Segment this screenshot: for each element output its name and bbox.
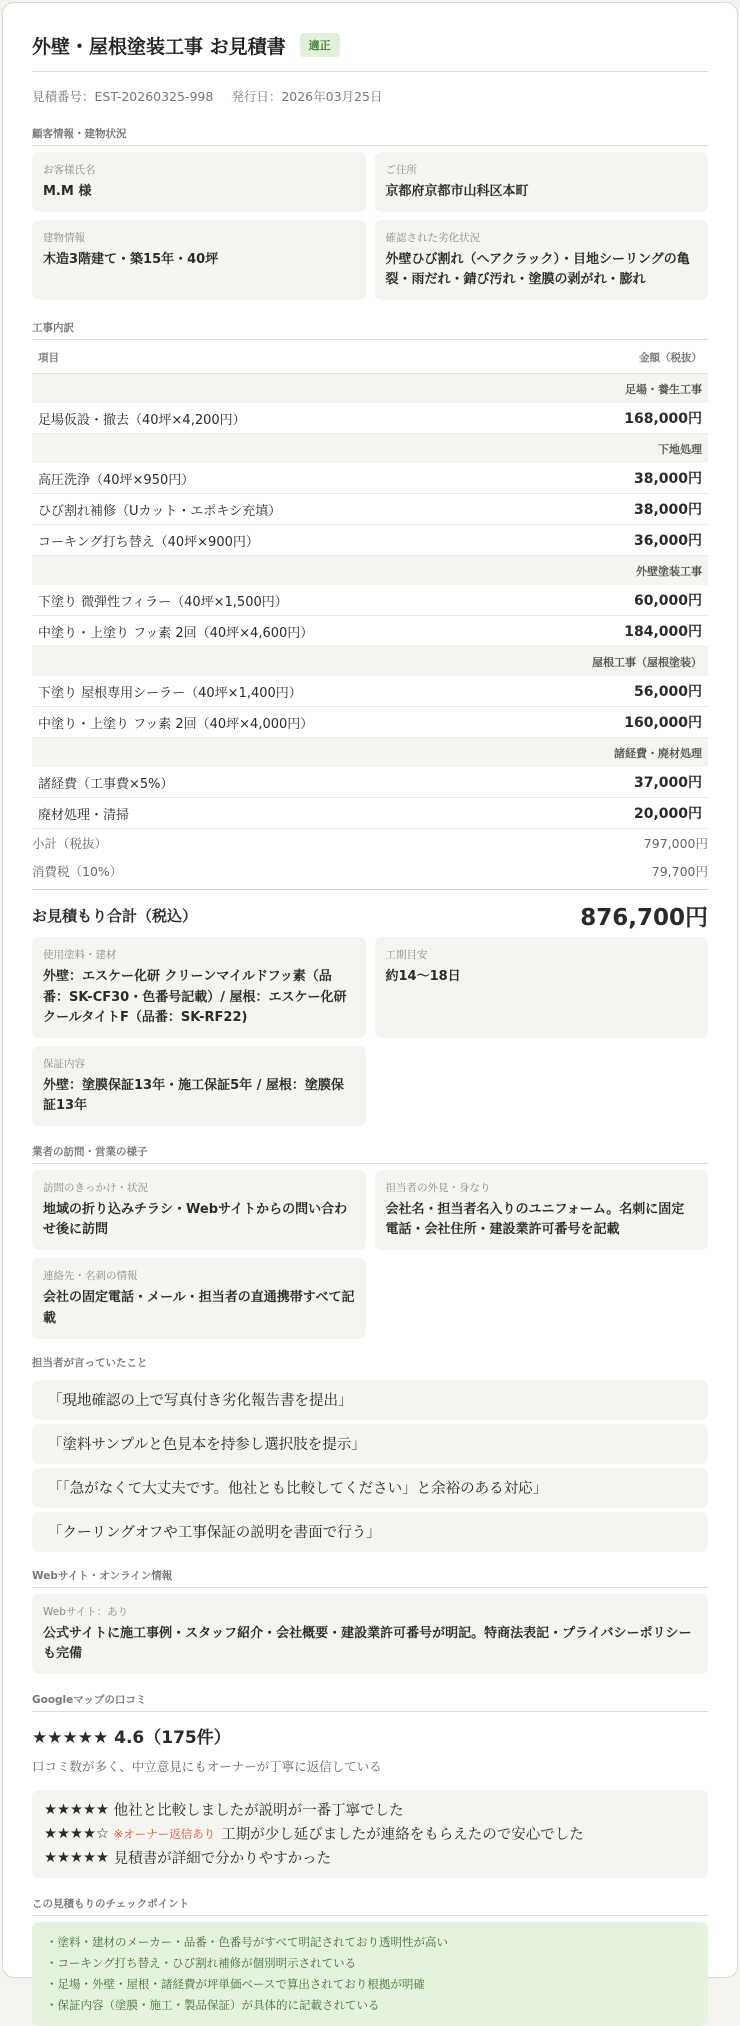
item-amount: 38,000円 xyxy=(547,463,708,494)
address-label: ご住所 xyxy=(385,164,417,176)
damage-box xyxy=(375,220,709,300)
review-text: 他社と比較しましたが説明が一番丁寧でした xyxy=(113,1803,404,1820)
contact-label: 連絡先・名刺の情報 xyxy=(43,1270,138,1283)
building-label: 建物情報 xyxy=(43,232,85,245)
table-row xyxy=(32,463,708,494)
website-box xyxy=(32,1594,708,1674)
review-item xyxy=(44,1846,696,1870)
customer-name-box xyxy=(32,152,366,212)
col-item: 項目 xyxy=(32,340,547,374)
review-stars: ★★★★★ xyxy=(44,1849,109,1866)
item-name: 下塗り 屋根専用シーラー（40坪×1,400円） xyxy=(32,676,547,707)
website-label: Webサイト：あり xyxy=(43,1605,129,1618)
review-list xyxy=(32,1790,708,1878)
estimate-card xyxy=(2,2,738,2013)
address-box xyxy=(375,152,709,212)
address: 京都府京都市山科区本町 xyxy=(385,184,529,199)
building-box xyxy=(32,220,366,300)
table-row xyxy=(32,676,708,707)
section-website: Webサイト・オンライン情報 xyxy=(32,1562,708,1588)
customer-grid xyxy=(32,152,708,300)
item-name: 中塗り・上塗り フッ素 2回（40坪×4,600円） xyxy=(32,616,547,647)
section-google: Googleマップの口コミ xyxy=(32,1686,708,1712)
table-row xyxy=(32,403,708,434)
category-row: 諸経費・廃材処理 xyxy=(32,738,708,767)
item-name: 下塗り 微弾性フィラー（40坪×1,500円） xyxy=(32,585,547,616)
paint-label: 使用塗料・建材 xyxy=(43,949,117,962)
website-info: 公式サイトに施工事例・スタッフ紹介・会社概要・建設業許可番号が明記。特商法表記・プライバシーポリシーも完備 xyxy=(43,1625,692,1661)
review-text: 工期が少し延びましたが連絡をもらえたので安心でした xyxy=(221,1827,584,1844)
trigger-box xyxy=(32,1170,366,1250)
warranty-info: 外壁：塗膜保証13年・施工保証5年 / 屋根：塗膜保証13年 xyxy=(43,1077,344,1113)
checkpoint-list xyxy=(32,1922,708,2026)
page-title: 外壁・屋根塗装工事 お見積書 xyxy=(32,35,286,58)
item-name: 諸経費（工事費×5%） xyxy=(32,767,547,798)
staff-info: 会社名・担当者名入りのユニフォーム。名刺に固定電話・会社住所・建設業許可番号を記載 xyxy=(385,1202,685,1238)
table-row xyxy=(32,525,708,556)
rating-note: 口コミ数が多く、中立意見にもオーナーが丁寧に返信している xyxy=(32,1758,382,1774)
review-stars: ★★★★★ xyxy=(44,1801,109,1818)
item-name: コーキング打ち替え（40坪×900円） xyxy=(32,525,547,556)
table-row xyxy=(32,494,708,525)
checkpoint-item: ・コーキング打ち替え・ひび割れ補修が個別明示されている xyxy=(46,1956,357,1971)
item-amount: 20,000円 xyxy=(547,798,708,829)
checkpoint-item: ・足場・外壁・屋根・諸経費が坪単価ベースで算出されており根拠が明確 xyxy=(46,1977,425,1992)
total-value: 876,700円 xyxy=(580,905,708,932)
trigger-label: 訪問のきっかけ・状況 xyxy=(43,1182,148,1195)
customer-name-label: お客様氏名 xyxy=(43,164,96,176)
checkpoint-item: ・保証内容（塗膜・施工・製品保証）が具体的に記載されている xyxy=(46,1998,380,2013)
period-info: 約14〜18日 xyxy=(385,969,461,985)
category-row: 下地処理 xyxy=(32,434,708,463)
item-amount: 36,000円 xyxy=(547,525,708,556)
staff-box xyxy=(375,1170,709,1250)
paint-info: 外壁：エスケー化研 クリーンマイルドフッ素（品番：SK-CF30・色番号記載）/ 屋根：エスケー化研 クールタイトF（品番：SK-RF22) xyxy=(43,969,347,1025)
section-quotes: 担当者が言っていたこと xyxy=(32,1356,148,1369)
list-item: 「現地確認の上で写真付き劣化報告書を提出」 xyxy=(32,1380,708,1420)
item-name: 足場仮設・撤去（40坪×4,200円） xyxy=(32,403,547,434)
trigger-info: 地域の折り込みチラシ・Webサイトからの問い合わせ後に訪問 xyxy=(43,1202,348,1238)
rating-summary: ★★★★★ 4.6（175件） xyxy=(32,1728,231,1749)
item-name: 中塗り・上塗り フッ素 2回（40坪×4,000円） xyxy=(32,707,547,738)
tax-row xyxy=(32,857,708,885)
item-name: ひび割れ補修（Uカット・エポキシ充填） xyxy=(32,494,547,525)
period-box xyxy=(375,937,709,1037)
item-amount: 184,000円 xyxy=(547,616,708,647)
period-label: 工期目安 xyxy=(385,949,428,962)
list-item: 「塗料サンプルと色見本を持参し選択肢を提示」 xyxy=(32,1424,708,1464)
item-name: 高圧洗浄（40坪×950円） xyxy=(32,463,547,494)
item-amount: 56,000円 xyxy=(547,676,708,707)
review-text: 見積書が詳細で分かりやすかった xyxy=(113,1851,332,1868)
materials-grid xyxy=(32,937,708,1126)
item-amount: 160,000円 xyxy=(547,707,708,738)
total-label: お見積もり合計（税込） xyxy=(32,907,198,926)
section-customer: 顧客情報・建物状況 xyxy=(32,120,708,146)
warranty-label: 保証内容 xyxy=(43,1057,85,1070)
category-row: 足場・養生工事 xyxy=(32,374,708,403)
tax-value: 79,700円 xyxy=(651,864,708,880)
staff-label: 担当者の外見・身なり xyxy=(385,1182,491,1195)
category-row: 屋根工事（屋根塗装） xyxy=(32,647,708,676)
table-row xyxy=(32,707,708,738)
title-row xyxy=(32,25,708,65)
warranty-box xyxy=(32,1046,366,1126)
review-item xyxy=(44,1822,696,1846)
customer-name: M.M 様 xyxy=(43,184,92,199)
review-stars: ★★★★☆ xyxy=(44,1825,109,1842)
list-item: 「クーリングオフや工事保証の説明を書面で行う」 xyxy=(32,1512,708,1552)
subtotal-value: 797,000円 xyxy=(643,836,708,852)
item-name: 廃材処理・清掃 xyxy=(32,798,547,829)
item-amount: 60,000円 xyxy=(547,585,708,616)
quote-list xyxy=(32,1380,708,1552)
status-badge: 適正 xyxy=(300,33,340,57)
col-amount: 金額（税抜） xyxy=(547,340,708,374)
total-row xyxy=(32,889,708,935)
breakdown-table xyxy=(32,340,708,829)
item-amount: 38,000円 xyxy=(547,494,708,525)
section-visit: 業者の訪問・営業の様子 xyxy=(32,1138,708,1164)
table-row xyxy=(32,767,708,798)
building-info: 木造3階建て・築15年・40坪 xyxy=(43,252,219,268)
section-breakdown: 工事内訳 xyxy=(32,322,74,335)
quote-number: 見積番号：EST-20260325-998 xyxy=(32,89,214,104)
table-row xyxy=(32,616,708,647)
subtotal-row xyxy=(32,829,708,857)
item-amount: 37,000円 xyxy=(547,767,708,798)
contact-info: 会社の固定電話・メール・担当者の直通携帯すべて記載 xyxy=(43,1290,355,1326)
issue-date: 発行日：2026年03月25日 xyxy=(231,89,383,104)
owner-reply-badge: ※オーナー返信あり xyxy=(113,1826,216,1841)
paint-box xyxy=(32,937,366,1037)
meta-row xyxy=(32,72,708,120)
table-row xyxy=(32,798,708,829)
item-amount: 168,000円 xyxy=(547,403,708,434)
subtotal-label: 小計（税抜） xyxy=(32,836,108,852)
list-item: 「「急がなくて大丈夫です。他社とも比較してください」と余裕のある対応」 xyxy=(32,1468,708,1508)
damage-label: 確認された劣化状況 xyxy=(385,232,480,245)
contact-box xyxy=(32,1258,366,1338)
section-checkpoints: この見積もりのチェックポイント xyxy=(32,1890,708,1916)
tax-label: 消費税（10%） xyxy=(32,864,123,880)
table-row xyxy=(32,585,708,616)
checkpoint-item: ・塗料・建材のメーカー・品番・色番号がすべて明記されており透明性が高い xyxy=(46,1935,449,1950)
review-item xyxy=(44,1798,696,1822)
category-row: 外壁塗装工事 xyxy=(32,556,708,585)
damage-info: 外壁ひび割れ（ヘアクラック）・目地シーリングの亀裂・雨だれ・錆び汚れ・塗膜の剥がれ・膨れ xyxy=(385,252,690,288)
visit-grid xyxy=(32,1170,708,1339)
